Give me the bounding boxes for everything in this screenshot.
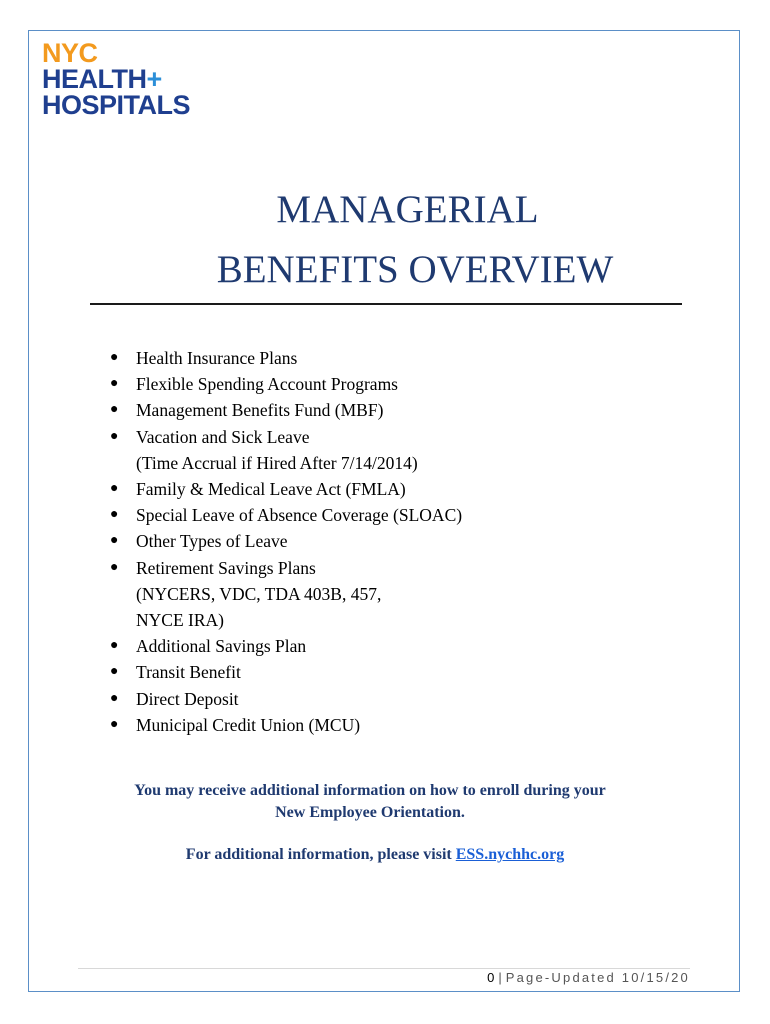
nyc-health-hospitals-logo <box>42 40 190 118</box>
benefit-item <box>108 555 462 634</box>
benefits-list <box>108 345 462 738</box>
bullet-icon: ● <box>110 664 119 680</box>
benefit-item-label: Other Types of Leave <box>136 531 288 552</box>
benefit-item-label: Direct Deposit <box>136 688 239 709</box>
bullet-icon: ● <box>110 716 119 732</box>
enroll-note <box>80 780 660 824</box>
bullet-icon: ● <box>110 376 119 392</box>
visit-note-text: For additional information, please visit <box>185 846 456 863</box>
benefit-item-detail: (Time Accrual if Hired After 7/14/2014) <box>136 452 418 473</box>
benefit-item-label: Special Leave of Absence Coverage (SLOAC) <box>136 505 463 526</box>
logo-line-health <box>42 66 190 92</box>
bullet-icon: ● <box>110 350 119 365</box>
benefit-item <box>108 397 462 423</box>
logo-line-nyc: NYC <box>42 38 98 68</box>
benefit-item-detail: NYCE IRA) <box>136 610 224 631</box>
bullet-icon: ● <box>110 638 119 654</box>
benefit-item-detail: (NYCERS, VDC, TDA 403B, 457, <box>136 583 382 604</box>
benefit-item <box>108 345 462 371</box>
ess-link[interactable]: ESS.nychhc.org <box>455 846 565 863</box>
page-footer <box>487 970 690 985</box>
bullet-icon: ● <box>110 559 119 575</box>
bullet-icon: ● <box>110 507 119 523</box>
enroll-note-line-1: You may receive additional information on how to enroll during your <box>134 782 606 799</box>
benefit-item-label: Family & Medical Leave Act (FMLA) <box>136 479 406 500</box>
benefit-item <box>108 476 462 502</box>
logo-plus-icon: + <box>146 64 162 94</box>
bullet-icon: ● <box>110 533 119 549</box>
bullet-icon: ● <box>110 402 119 418</box>
bullet-icon: ● <box>110 428 119 444</box>
page-number: 0 <box>487 970 495 985</box>
footer-updated-text: Page-Updated 10/15/20 <box>505 970 690 985</box>
page-title-line-1: MANAGERIAL <box>276 188 539 231</box>
benefit-item <box>108 502 462 528</box>
benefit-item <box>108 633 462 659</box>
bullet-icon: ● <box>110 481 119 497</box>
footer-separator: | <box>498 970 502 985</box>
logo-health-text: HEALTH <box>42 64 147 94</box>
benefit-item-label: Flexible Spending Account Programs <box>136 374 398 395</box>
benefit-item-label: Municipal Credit Union (MCU) <box>136 714 361 735</box>
logo-line-hospitals: HOSPITALS <box>42 90 191 120</box>
benefit-item-label: Retirement Savings Plans <box>136 557 316 578</box>
benefit-item-label: Additional Savings Plan <box>136 636 307 657</box>
benefit-item-label: Management Benefits Fund (MBF) <box>136 400 384 421</box>
benefit-item <box>108 424 462 476</box>
footer-divider <box>78 968 690 969</box>
enroll-note-line-2: New Employee Orientation. <box>275 804 465 821</box>
benefit-item <box>108 371 462 397</box>
benefit-item <box>108 712 462 738</box>
benefit-item <box>108 659 462 685</box>
title-divider <box>90 303 682 305</box>
benefit-item-label: Vacation and Sick Leave <box>136 426 310 447</box>
benefit-item <box>108 528 462 554</box>
benefit-item-label: Transit Benefit <box>136 662 241 683</box>
page-title-line-2: BENEFITS OVERVIEW <box>216 248 614 291</box>
benefit-item-label: Health Insurance Plans <box>136 348 298 368</box>
bullet-icon: ● <box>110 690 119 706</box>
benefit-item <box>108 686 462 712</box>
visit-note <box>80 844 670 866</box>
